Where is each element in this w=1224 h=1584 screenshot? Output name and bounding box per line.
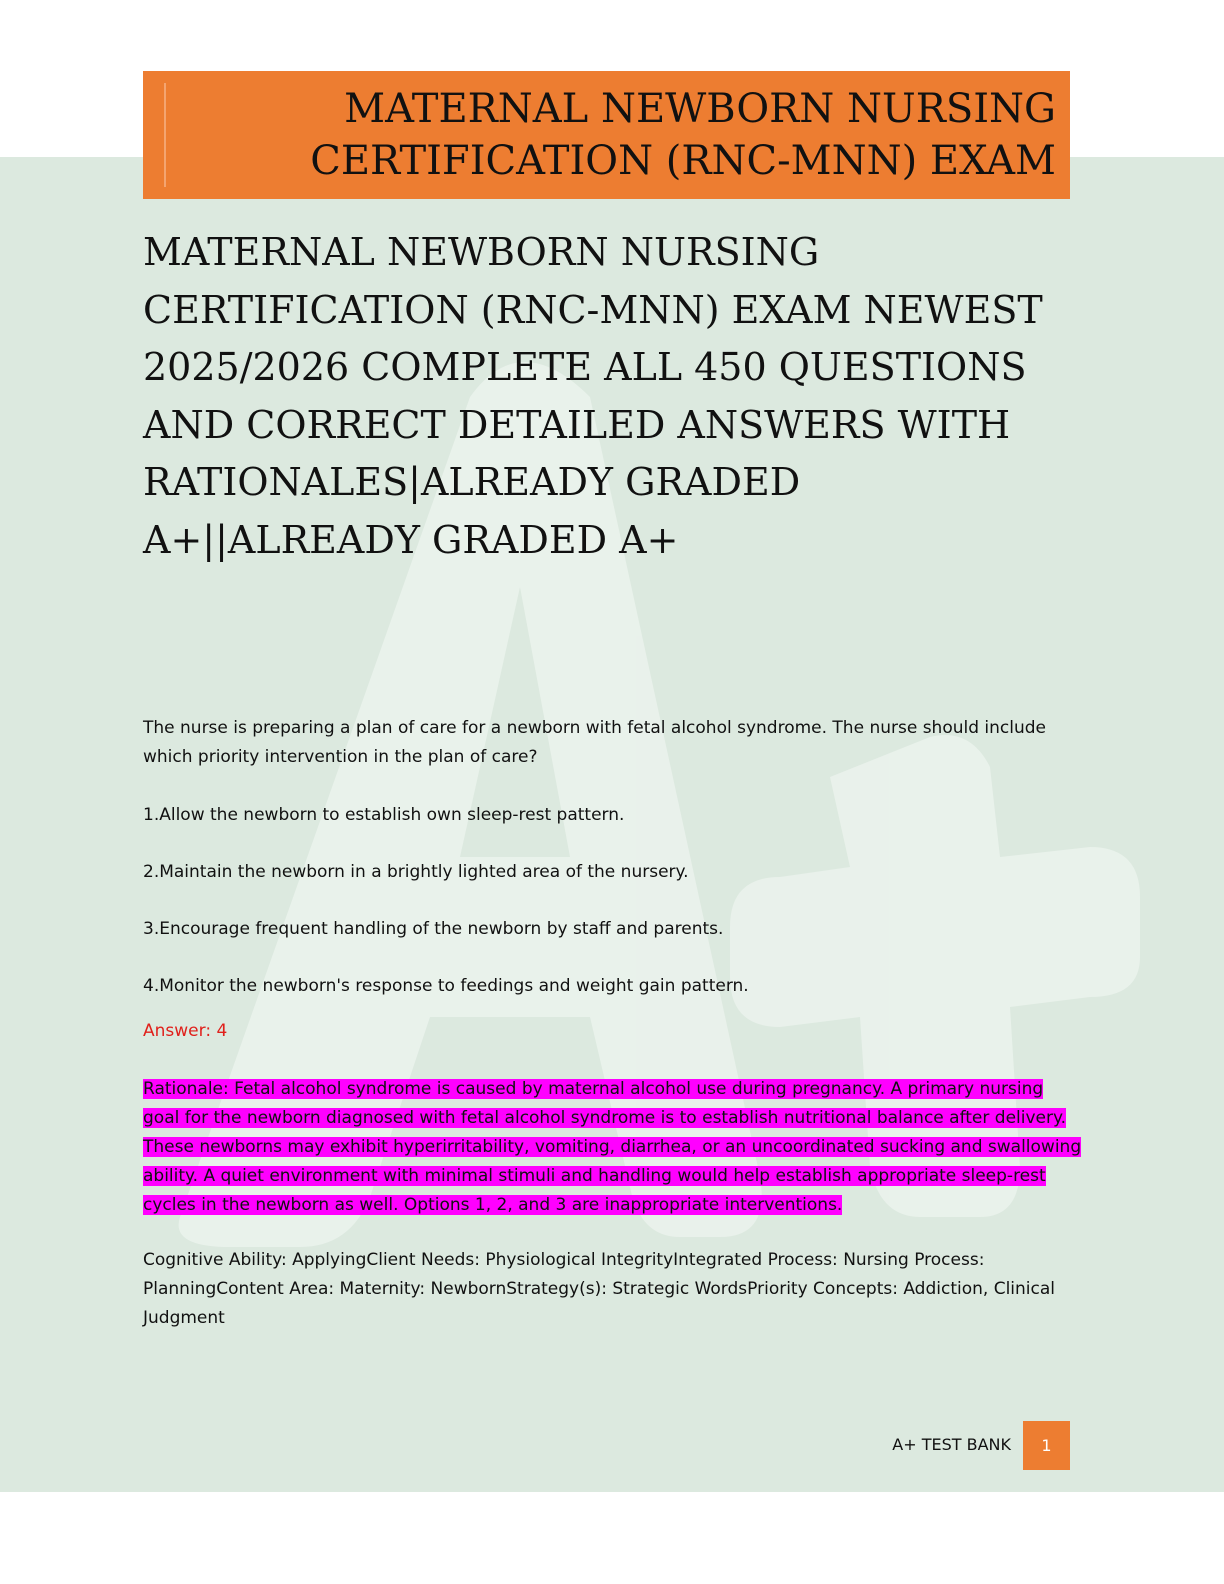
page-number-badge: 1 — [1023, 1421, 1070, 1470]
rationale-highlight: Rationale: Fetal alcohol syndrome is caused by maternal alcohol use during pregnancy. A primary nursing goal for the newborn diagnosed with fetal alcohol syndrome is to establish nutritional balance after delivery. These newborns may exhibit hyperirritability, vomiting, diarrhea, or an uncoordinated sucking and swallowing ability. A quiet environment with minimal stimuli and handling would help establish appropriate sleep-rest cycles in the newborn as well. Options 1, 2, and 3 are inappropriate interventions. — [143, 1079, 1082, 1215]
answer-option-3: 3.Encourage frequent handling of the newborn by staff and parents. — [143, 919, 724, 939]
answer-option-2: 2.Maintain the newborn in a brightly lighted area of the nursery. — [143, 862, 689, 882]
header-band — [143, 71, 1070, 199]
correct-answer: Answer: 4 — [143, 1021, 228, 1041]
question-metadata: Cognitive Ability: ApplyingClient Needs: Physiological IntegrityIntegrated Process: Nursing Process: PlanningContent Area: Maternity: NewbornStrategy(s): Strategic WordsPriority Concepts: Addiction, Clinical Judgment — [143, 1250, 1056, 1328]
rationale-paragraph — [143, 1075, 1083, 1220]
header-title-line-1: MATERNAL NEWBORN NURSING — [344, 86, 1056, 132]
answer-option-1: 1.Allow the newborn to establish own sleep-rest pattern. — [143, 805, 625, 825]
question-stem: The nurse is preparing a plan of care for a newborn with fetal alcohol syndrome. The nurse should include which priority intervention in the plan of care? — [143, 718, 1047, 767]
question-block — [143, 714, 1083, 1333]
header-title-line-2: CERTIFICATION (RNC-MNN) EXAM — [310, 138, 1056, 184]
header-divider — [164, 83, 166, 187]
footer-label: A+ TEST BANK — [892, 1435, 1011, 1454]
document-title: MATERNAL NEWBORN NURSING CERTIFICATION (RNC-MNN) EXAM NEWEST 2025/2026 COMPLETE ALL 450 QUESTIONS AND CORRECT DETAILED ANSWERS WITH RATIONALES|ALREADY GRADED A+||ALREADY GRADED A+ — [143, 230, 1043, 562]
header-title — [310, 83, 1056, 187]
answer-option-4: 4.Monitor the newborn's response to feedings and weight gain pattern. — [143, 976, 749, 996]
